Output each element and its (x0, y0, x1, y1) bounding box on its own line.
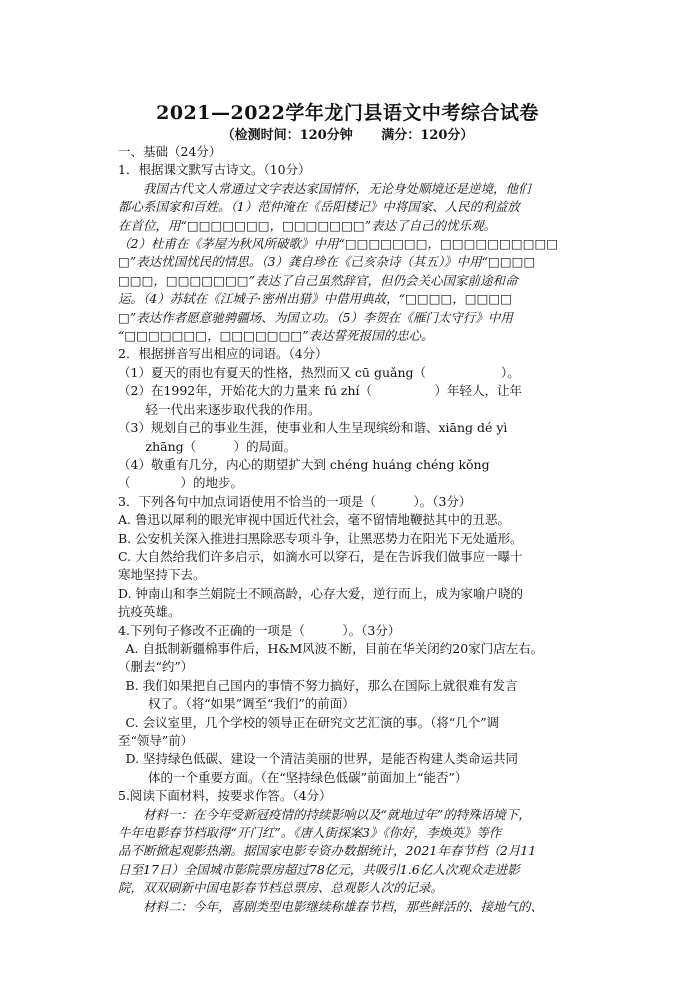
question-4-option-d-cont: 体的一个重要方面。（在“坚持绿色低碳”前面加上“能否”） (148, 769, 468, 785)
question-1-line: “□□□□□□□，□□□□□□□”表达誓死报国的忠心。 (118, 328, 434, 344)
question-1-line: □”表达作者愿意驰骋疆场、为国立功。（5）李贺在《雁门太守行》中用 (118, 309, 513, 325)
question-2-stem: 2．根据拼音写出相应的词语。（4分） (118, 346, 328, 362)
question-1-line: 运。（4）苏轼在《江城子·密州出猎》中借用典故，“□□□□，□□□□ (118, 291, 513, 307)
material-2-line: 材料二：今年，喜剧类型电影继续称雄春节档，那些鲜活的、接地气的、 (143, 898, 544, 914)
question-3-option-c-cont: 寒地坚持下去。 (118, 567, 206, 583)
material-1-line: 品不断掀起观影热潮。据国家电影专资办数据统计，2021年春节档（2月11 (118, 843, 537, 859)
exam-title: 2021—2022学年龙门县语文中考综合试卷 (156, 102, 539, 124)
question-1-line: 都心系国家和百姓。（1）范仲淹在《岳阳楼记》中将国家、人民的利益放 (118, 199, 520, 215)
question-3-option-b: B. 公安机关深入推进扫黑除恶专项斗争，让黑恶势力在阳光下无处遁形。 (118, 530, 523, 546)
question-2-item: （2）在1992年，开始花大的力量来 fú zhí（ ）年轻人，让年 (118, 383, 523, 399)
question-3-option-a: A. 鲁迅以犀利的眼光审视中国近代社会，毫不留情地鞭挞其中的丑恶。 (118, 512, 510, 528)
question-2-item: （4）敬重有几分，内心的期望扩大到 chéng huáng chéng kǒng (118, 456, 490, 472)
question-1-line: （2）杜甫在《茅屋为秋风所破歌》中用“□□□□□□□，□□□□□□□□□□ (118, 236, 559, 252)
question-3-stem: 3．下列各句中加点词语使用不恰当的一项是（ ）。（3分） (118, 493, 472, 509)
question-3-option-c: C. 大自然给我们许多启示，如滴水可以穿石，是在告诉我们做事应一曝十 (118, 548, 523, 564)
question-4-stem: 4.下列句子修改不正确的一项是（ ）。（3分） (118, 622, 401, 638)
question-2-item-cont: （ ）的地步。 (118, 475, 244, 491)
question-1-line: □□□，□□□□□□□”表达了自己虽然辞官，但仍会关心国家前途和命 (118, 272, 518, 288)
question-4-option-c-cont: 至“领导”前） (118, 733, 194, 748)
material-1-line: 院，双双刷新中国电影春节档总票房、总观影人次的记录。 (118, 880, 444, 896)
question-1-line: 我国古代文人常通过文字表达家国情怀，无论身处顺境还是逆境，他们 (143, 180, 531, 196)
question-2-item-cont: zhāng（ ）的局面。 (145, 438, 297, 454)
exam-subtitle (0, 124, 695, 143)
material-1-line: 牛年电影春节档取得“开门红”。《唐人街探案3》《你好，李焕英》等作 (118, 825, 502, 841)
question-2-item: （1）夏天的雨也有夏天的性格，热烈而又 cū guǎng（ ）。 (118, 364, 520, 380)
question-4-option-a: A. 自抵制新疆棉事件后，H&M风波不断，目前在华关闭约20家门店左右。 (125, 640, 544, 656)
section-heading: 一、基础（24分） (118, 144, 222, 159)
material-1-line: 材料一：在今年受新冠疫情的持续影响以及“就地过年”的特殊语境下， (143, 806, 531, 822)
exam-duration: （检测时间：120分钟 (221, 128, 353, 143)
question-4-option-d: D. 坚持绿色低碳、建设一个清洁美丽的世界，是能否构建人类命运共同 (125, 751, 519, 767)
question-5-stem: 5.阅读下面材料，按要求作答。（4分） (118, 788, 332, 804)
exam-score: 满分：120分） (381, 128, 474, 143)
question-3-option-d-cont: 抗疫英雄。 (118, 604, 181, 620)
question-1-line: □”表达忧国忧民的情思。（3）龚自珍在《己亥杂诗（其五）》中用“□□□□ (118, 254, 536, 270)
question-4-option-a-cont: （删去“约”） (118, 659, 194, 675)
question-4-option-c: C. 会议室里，几个学校的领导正在研究文艺汇演的事。（将“几个”调 (125, 714, 500, 730)
question-1-line: 在首位，用“□□□□□□□，□□□□□□□”表达了自己的忧乐观。 (118, 217, 497, 233)
question-2-item-cont: 轻一代出来逐步取代我的作用。 (145, 401, 321, 417)
question-2-item: （3）规划自己的事业生涯，使事业和人生呈现缤纷和谐、xiāng dé yì (118, 420, 508, 436)
question-3-option-d: D. 钟南山和李兰娟院士不顾高龄，心存大爱，逆行而上，成为家喻户晓的 (118, 585, 524, 601)
question-4-option-b: B. 我们如果把自己国内的事情不努力搞好，那么在国际上就很难有发言 (125, 677, 518, 693)
exam-content (118, 143, 580, 916)
material-1-line: 日至17日）全国城市影院票房超过78亿元，共吸引1.6亿人次观众走进影 (118, 861, 520, 877)
question-4-option-b-cont: 权了。（将“如果”调至“我们”的前面） (148, 696, 355, 712)
question-1-stem: 1．根据课文默写古诗文。（10分） (118, 162, 311, 178)
